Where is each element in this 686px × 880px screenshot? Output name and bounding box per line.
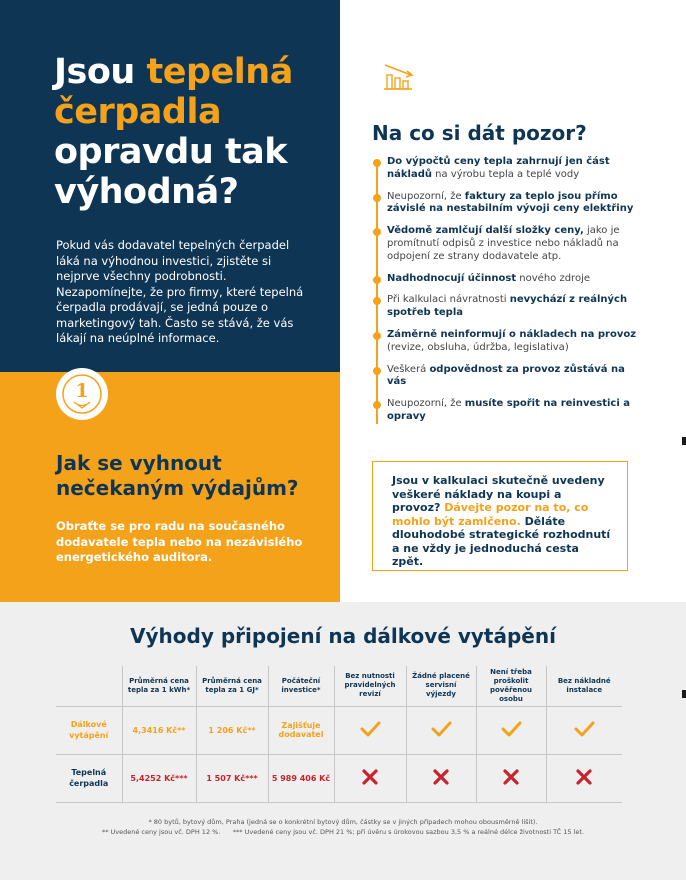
- check-icon: [334, 706, 406, 754]
- watch-out-title: Na co si dát pozor?: [372, 121, 587, 145]
- intro-text: Pokud vás dodavatel tepelných čerpadel láká na výhodnou investici, zjistěte si nejprve všechny podrobnosti. Nezapomínejte, že pro firmy, které tepelná čerpadla prodávají, se jedná pouze o marketingový tah. Často se stává, že vás lákají na neúplné informace.: [56, 238, 304, 345]
- bullet-dot-icon: [373, 159, 381, 167]
- check-icon: [476, 706, 546, 754]
- table-cell: 4,3416 Kč**: [122, 706, 196, 754]
- comparison-table: [56, 666, 622, 803]
- avoid-expenses-title: Jak se vyhnout nečekaným výdajům?: [56, 451, 299, 500]
- row-label: Tepelná čerpadla: [56, 754, 122, 802]
- table-cell: Zajišťuje dodavatel: [268, 706, 334, 754]
- bullet-dot-icon: [373, 228, 381, 236]
- list-item: Neupozorní, že faktury za teplo jsou přímo závislé na nestabilním vývoji ceny elektřiny: [376, 191, 646, 217]
- cross-icon: [476, 754, 546, 802]
- row-label: Dálkové vytápění: [56, 706, 122, 754]
- table-row: [56, 754, 622, 802]
- table-cell: 5,4252 Kč***: [122, 754, 196, 802]
- svg-text:1: 1: [75, 380, 89, 402]
- bullet-dot-icon: [373, 332, 381, 340]
- table-cell: 5 989 406 Kč: [268, 754, 334, 802]
- check-icon: [546, 706, 622, 754]
- footnotes: [0, 817, 686, 837]
- table-header: Bez nákladné instalace: [546, 666, 622, 706]
- cross-icon: [546, 754, 622, 802]
- table-row: [56, 706, 622, 754]
- callout-box: Jsou v kalkulaci skutečně uvedeny veškeré náklady na koupi a provoz? Dávejte pozor na to, co mohlo být zamlčeno. Děláte dlouhodobé strategické rozhodnutí a ne vždy je jednoduchá cesta zpět.: [372, 461, 628, 571]
- comparison-title: Výhody připojení na dálkové vytápění: [130, 624, 556, 648]
- cross-icon: [334, 754, 406, 802]
- table-cell: 1 206 Kč**: [196, 706, 268, 754]
- list-item: Při kalkulaci návratnosti nevychází z reálných spotřeb tepla: [376, 294, 646, 320]
- check-icon: [406, 706, 476, 754]
- bullet-dot-icon: [373, 194, 381, 202]
- list-item: Nadhodnocují účinnost nového zdroje: [376, 273, 646, 286]
- bullet-dot-icon: [373, 297, 381, 305]
- list-item: Záměrně neinformují o nákladech na provoz (revize, obsluha, údržba, legislativa): [376, 329, 646, 355]
- table-header-row: [56, 666, 622, 706]
- crop-mark: [682, 690, 686, 698]
- number-one-badge-icon: [56, 368, 108, 420]
- table-header: Průměrná cena tepla za 1 GJ*: [196, 666, 268, 706]
- list-item: Veškerá odpovědnost za provoz zůstává na vás: [376, 364, 646, 390]
- table-header-blank: [56, 666, 122, 706]
- chart-down-icon: [372, 49, 424, 101]
- list-item: Do výpočtů ceny tepla zahrnují jen část nákladů na výrobu tepla a teplé vody: [376, 156, 646, 182]
- footnote: * 80 bytů, bytový dům, Praha (jedná se o konkrétní bytový dům, částky se v jiných případech mohou obousměrně lišit).: [148, 818, 538, 826]
- cross-icon: [406, 754, 476, 802]
- table-header: Není třeba proškolit pověřenou osobu: [476, 666, 546, 706]
- bullet-dot-icon: [373, 367, 381, 375]
- bullet-dot-icon: [373, 401, 381, 409]
- footnote: ** Uvedené ceny jsou vč. DPH 12 %. *** Uvedené ceny jsou vč. DPH 21 %; při úvěru s úrokovou sazbou 3,5 % a reálné délce životnosti TČ 15 let.: [101, 828, 585, 836]
- bullet-dot-icon: [373, 276, 381, 284]
- table-header: Bez nutnosti pravidelných revizí: [334, 666, 406, 706]
- table-cell: 1 507 Kč***: [196, 754, 268, 802]
- avoid-expenses-text: Obraťte se pro radu na současného dodavatele tepla nebo na nezávislého energetického auditora.: [56, 519, 303, 564]
- crop-mark: [682, 437, 686, 445]
- table-header: Počáteční investice*: [268, 666, 334, 706]
- list-item: Neupozorní, že musíte spořit na reinvestici a opravy: [376, 398, 646, 424]
- warning-list: [376, 156, 646, 424]
- page-title: Jsou tepelná čerpadla opravdu tak výhodná?: [54, 52, 293, 212]
- table-header: Průměrná cena tepla za 1 kWh*: [122, 666, 196, 706]
- table-header: Žádné placené servisní výjezdy: [406, 666, 476, 706]
- list-item: Vědomě zamlčují další složky ceny, jako je promítnutí odpisů z investice nebo nákladů na odpojení ze strany dodavatele atp.: [376, 225, 646, 263]
